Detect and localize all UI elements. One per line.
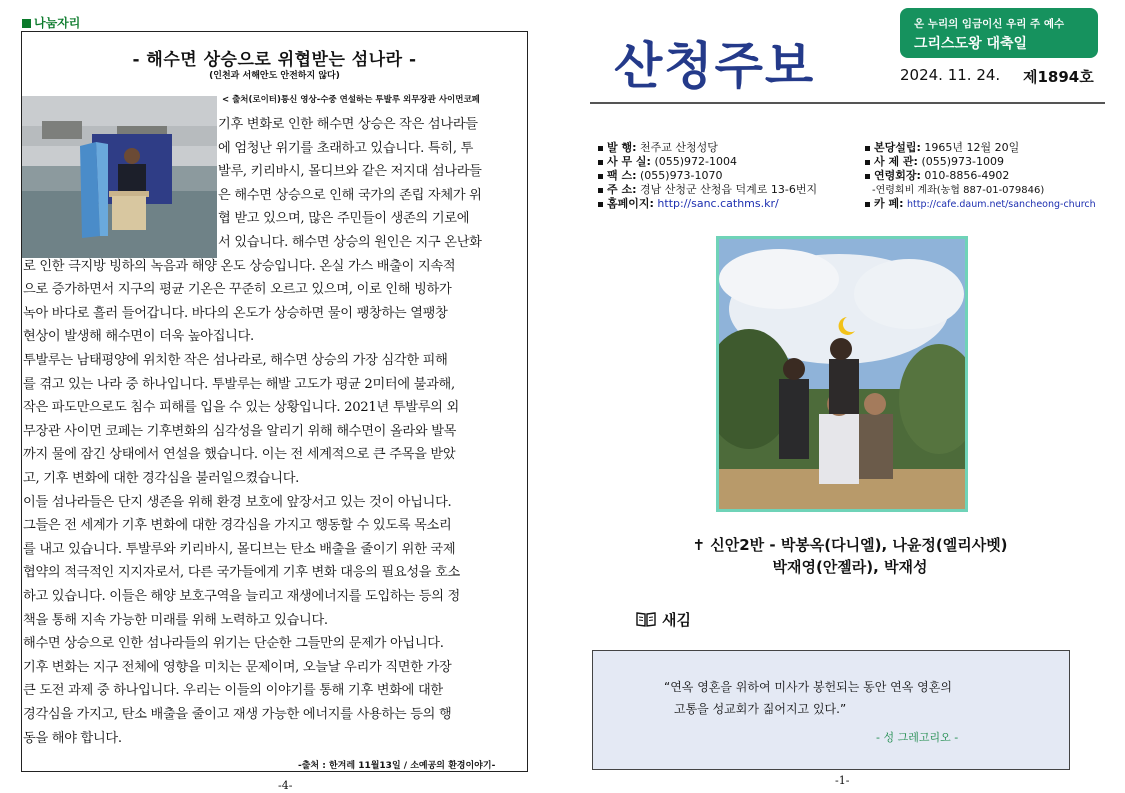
quote-line2: 고통을 성교회가 짊어지고 있다.” <box>674 702 847 716</box>
section-label-text: 나눔자리 <box>34 16 81 30</box>
article-line: 로 인한 극지방 빙하의 녹음과 해양 온도 상승입니다. 온실 가스 배출이 지속적 <box>23 258 456 274</box>
info-founded: 본당설립: 1965년 12월 20일 <box>865 139 1019 155</box>
article-line: 책을 통해 지속 가능한 미래를 위해 노력하고 있습니다. <box>23 612 328 628</box>
bullet-icon <box>598 146 603 151</box>
article-line: 고, 기후 변화에 대한 경각심을 불러일으켰습니다. <box>23 471 300 486</box>
article-line: 큰 도전 과제 중 하나입니다. 우리는 이들의 이야기를 통해 기후 변화에 대한 <box>23 683 443 699</box>
article-line: 에 엄청난 위기를 초래하고 있습니다. 특히, 투 <box>218 140 474 156</box>
issue-date: 2024. 11. 24. <box>900 66 1001 84</box>
page-number-left: -4- <box>278 779 293 792</box>
article-line: 무장관 사이먼 코페는 기후변화의 심각성을 알리기 위해 해수면이 올라와 발목 <box>23 423 457 439</box>
article-line: 그들은 전 세계가 기후 변화에 대한 경각심을 가지고 행동할 수 있도록 목소리 <box>23 518 452 534</box>
info-rectory: 사 제 관: (055)973-1009 <box>865 153 1004 169</box>
feast-badge-line1: 온 누리의 임금이신 우리 주 예수 <box>914 18 1065 30</box>
section-label <box>22 14 80 31</box>
bullet-icon <box>598 160 603 165</box>
family-photo <box>716 236 968 512</box>
info-homepage: 홈페이지: http://sanc.cathms.kr/ <box>598 195 779 211</box>
article-source: -출처 : 한겨레 11월13일 / 소예공의 환경이야기- <box>298 761 496 771</box>
info-office: 사 무 실: (055)972-1004 <box>598 153 737 169</box>
quote-line1: “연옥 영혼을 위하여 미사가 봉헌되는 동안 연옥 영혼의 <box>664 680 952 694</box>
bullet-icon <box>865 174 870 179</box>
bullet-icon <box>865 160 870 165</box>
article-line: 를 겪고 있는 나라 중 하나입니다. 투발루는 해발 고도가 평균 2미터에 불과해, <box>23 376 455 392</box>
article-line: 해수면 상승으로 인한 섬나라들의 위기는 단순한 그들만의 문제가 아닙니다. <box>23 636 444 652</box>
bullet-icon <box>865 202 870 207</box>
square-icon <box>22 19 31 28</box>
article-line: 투발루는 남태평양에 위치한 작은 섬나라로, 해수면 상승의 가장 심각한 피해 <box>23 353 448 368</box>
article-line: 경각심을 가지고, 탄소 배출을 줄이고 재생 가능한 에너지를 사용하는 등의 행 <box>23 707 452 722</box>
article-line: 하고 있습니다. 이들은 해양 보호구역을 늘리고 재생에너지를 도입하는 등의 정 <box>23 589 460 604</box>
feast-badge <box>900 8 1098 58</box>
article-title: - 해수면 상승으로 위협받는 섬나라 - <box>132 50 417 70</box>
article-line: 동을 해야 합니다. <box>23 730 122 746</box>
info-memorial-account: -연령회비 계좌(농협 887-01-079846) <box>872 185 1045 196</box>
info-publisher: 발 행: 천주교 산청성당 <box>598 139 718 155</box>
article-line: 까지 물에 잠긴 상태에서 연설을 했습니다. 이는 전 세계적으로 큰 주목을 받았 <box>23 447 456 463</box>
bullet-icon <box>598 202 603 207</box>
featured-family-line2: 박재영(안젤라), 박재성 <box>772 558 928 576</box>
article-subtitle: (인천과 서해안도 안전하지 않다) <box>209 71 340 81</box>
newsletter-masthead: 산청주보 <box>614 37 816 95</box>
article-line: 현상이 발생해 해수면이 더욱 높아집니다. <box>23 329 254 345</box>
homepage-link[interactable]: http://sanc.cathms.kr/ <box>657 197 779 210</box>
bullet-icon <box>865 146 870 151</box>
feast-badge-line2: 그리스도왕 대축일 <box>914 36 1028 52</box>
cafe-link[interactable]: http://cafe.daum.net/sancheong-church <box>906 199 1096 210</box>
bullet-icon <box>598 188 603 193</box>
featured-family-line1: ✝ 신안2반 - 박봉옥(다니엘), 나윤정(엘리사벳) <box>692 536 1008 554</box>
article-line: 이들 섬나라들은 단지 생존을 위해 환경 보호에 앞장서고 있는 것이 아닙니다. <box>23 494 452 510</box>
info-memorial-head: 연령회장: 010-8856-4902 <box>865 167 1009 183</box>
issue-number: 제1894호 <box>1023 68 1094 86</box>
book-icon <box>636 611 656 627</box>
article-line: 으로 증가하면서 지구의 평균 기온은 꾸준히 오르고 있으며, 이로 인해 빙하가 <box>23 282 452 298</box>
info-fax: 팩 스: (055)973-1070 <box>598 167 723 183</box>
bullet-icon <box>598 174 603 179</box>
article-line: 작은 파도만으로도 침수 피해를 입을 수 있는 상황입니다. 2021년 투발루의 외 <box>23 400 459 416</box>
article-line: 협약의 적극적인 지지자로서, 다른 국가들에게 기후 변화 대응의 필요성을 호소 <box>23 565 460 581</box>
article-photo <box>22 96 217 258</box>
article-line: 협 받고 있으며, 많은 주민들이 생존의 기로에 <box>218 211 470 227</box>
photo-caption: < 출처(로이터)통신 영상-수중 연설하는 투발루 외무장관 사이먼코페 <box>222 95 480 105</box>
info-address: 주 소: 경남 산청군 산청읍 덕계로 13-6번지 <box>598 181 817 197</box>
section-heading: 새김 <box>662 611 691 629</box>
article-line: 발루, 키리바시, 몰디브와 같은 저지대 섬나라들 <box>218 164 482 180</box>
article-line: 를 내고 있습니다. 투발루와 키리바시, 몰디브는 탄소 배출을 줄이기 위한 국제 <box>23 541 456 557</box>
page-number-right: -1- <box>835 774 850 787</box>
info-cafe: 카 페: http://cafe.daum.net/sancheong-church <box>865 195 1096 211</box>
article-line: 서 있습니다. 해수면 상승의 원인은 지구 온난화 <box>218 235 482 250</box>
article-line: 녹아 바다로 흘러 들어갑니다. 바다의 온도가 상승하면 물이 팽창하는 열팽창 <box>23 305 448 321</box>
article-line: 기후 변화로 인한 해수면 상승은 작은 섬나라들 <box>218 117 478 132</box>
masthead-divider <box>590 102 1105 104</box>
quote-source: - 성 그레고리오 - <box>876 731 959 744</box>
article-line: 기후 변화는 지구 전체에 영향을 미치는 문제이며, 오늘날 우리가 직면한 가장 <box>23 659 452 675</box>
article-line: 은 해수면 상승으로 인해 국가의 존립 자체가 위 <box>218 187 482 203</box>
